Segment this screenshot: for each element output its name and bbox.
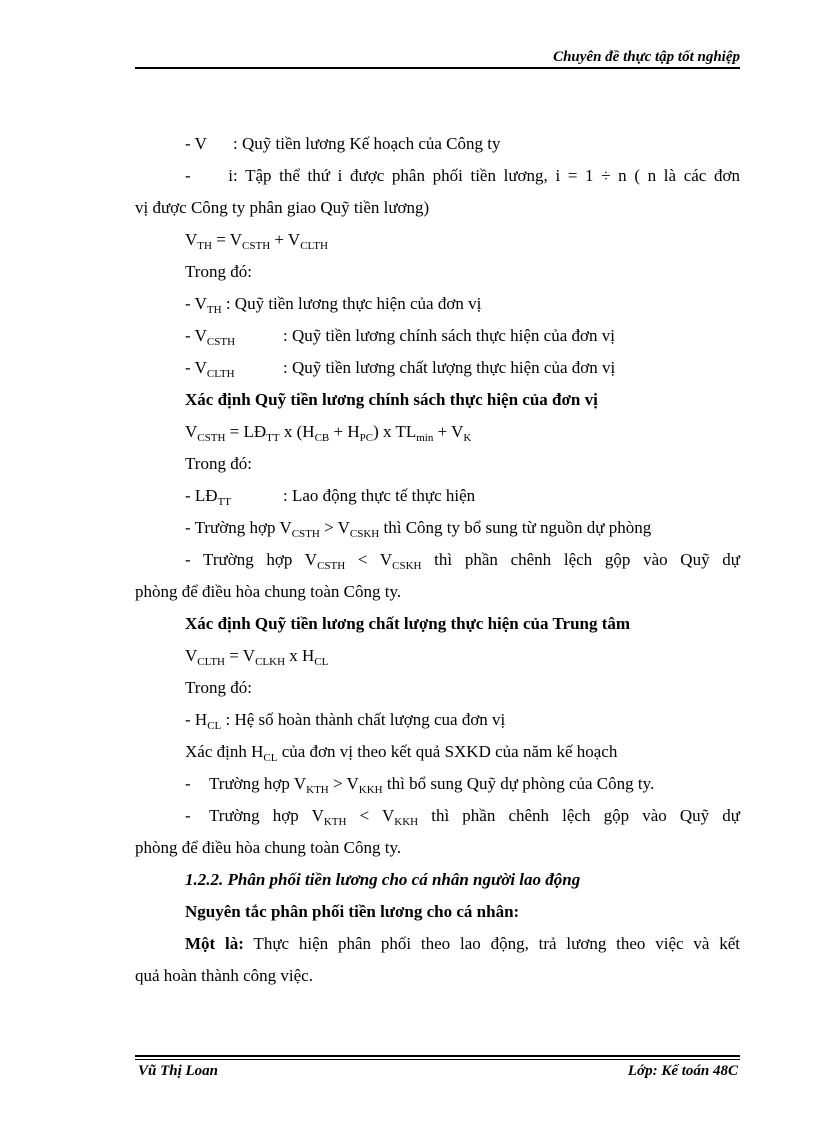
formula-vclth: $V_{CLTH} = V_{CLKH}$ x $H_{CL}$ (185, 646, 329, 668)
line-case-less-cont: phòng để điều hòa chung toàn Công ty. (135, 582, 402, 601)
heading-cs-fund: Xác định Quỹ tiền lương chính sách thực hiện của đơn vị (185, 390, 598, 409)
document-body (135, 128, 740, 992)
footer-rule-thick (135, 1055, 740, 1057)
line-i-definition: - i: Tập thể thứ i được phân phối tiền lương, i = 1 ÷ n ( n là các đơn (185, 166, 740, 185)
line-hcl-determination: Xác định $H_{CL}$ của đơn vị theo kết quả SXKD của năm kế hoạch (185, 742, 618, 764)
page-header-title: Chuyên đề thực tập tốt nghiệp (553, 49, 740, 65)
heading-cl-fund: Xác định Quỹ tiền lương chất lượng thực hiện của Trung tâm (185, 614, 631, 633)
formula-vth: $V_{TH} = V_{CSTH} + V_{CLTH}$ (185, 230, 328, 252)
footer-author: Vũ Thị Loan (138, 1063, 219, 1079)
line-case-greater: - Trường hợp $V_{CSTH} > V_{CSKH}$ thì Công ty bổ sung từ nguồn dự phòng (185, 518, 652, 540)
label-trong-do-2: Trong đó: (185, 454, 252, 473)
line-vcsth-definition: - $V_{CSTH}$ : Quỹ tiền lương chính sách thực hiện của đơn vị (185, 326, 615, 348)
heading-principles: Nguyên tắc phân phối tiền lương cho cá nhân: (185, 902, 520, 921)
label-trong-do-1: Trong đó: (185, 262, 252, 281)
line-v-definition: - V : Quỹ tiền lương Kế hoạch của Công ty (185, 134, 501, 153)
line-hcl-definition: - $H_{CL}$ : Hệ số hoàn thành chất lượng cua đơn vị (185, 710, 506, 732)
line-case-kth-less: - Trường hợp $V_{KTH} < V_{KKH}$ thì phần chênh lệch gộp vào Quỹ dự (185, 806, 740, 828)
section-heading-1-2-2: 1.2.2. Phân phối tiền lương cho cá nhân người lao động (185, 870, 581, 889)
footer-rule-thin (135, 1059, 740, 1060)
line-case-kth-less-cont: phòng để điều hòa chung toàn Công ty. (135, 838, 402, 857)
footer-class: Lớp: Kế toán 48C (627, 1063, 738, 1079)
line-vth-definition: - $V_{TH}$ : Quỹ tiền lương thực hiện của đơn vị (185, 294, 482, 316)
header-rule (135, 67, 740, 69)
label-trong-do-3: Trong đó: (185, 678, 252, 697)
line-vclth-definition: - $V_{CLTH}$ : Quỹ tiền lương chất lượng thực hiện của đơn vị (185, 358, 616, 380)
line-case-kth-greater: - Trường hợp $V_{KTH} > V_{KKH}$ thì bổ sung Quỹ dự phòng của Công ty. (185, 774, 655, 796)
formula-vcsth: $V_{CSTH}$ = $LĐ_{TT}$ x $(H_{CB} + H_{PC})$ x $TL_{min} + V_K$ (185, 422, 472, 444)
line-i-definition-cont: vị được Công ty phân giao Quỹ tiền lương) (135, 198, 430, 217)
line-principle-one: Một là: Thực hiện phân phối theo lao động, trả lương theo việc và kết (185, 934, 740, 953)
line-case-less: - Trường hợp $V_{CSTH} < V_{CSKH}$ thì phần chênh lệch gộp vào Quỹ dự (185, 550, 740, 572)
line-ldtt-definition: - $LĐ_{TT}$ : Lao động thực tế thực hiện (185, 486, 476, 508)
line-principle-one-cont: quả hoàn thành công việc. (135, 966, 313, 985)
